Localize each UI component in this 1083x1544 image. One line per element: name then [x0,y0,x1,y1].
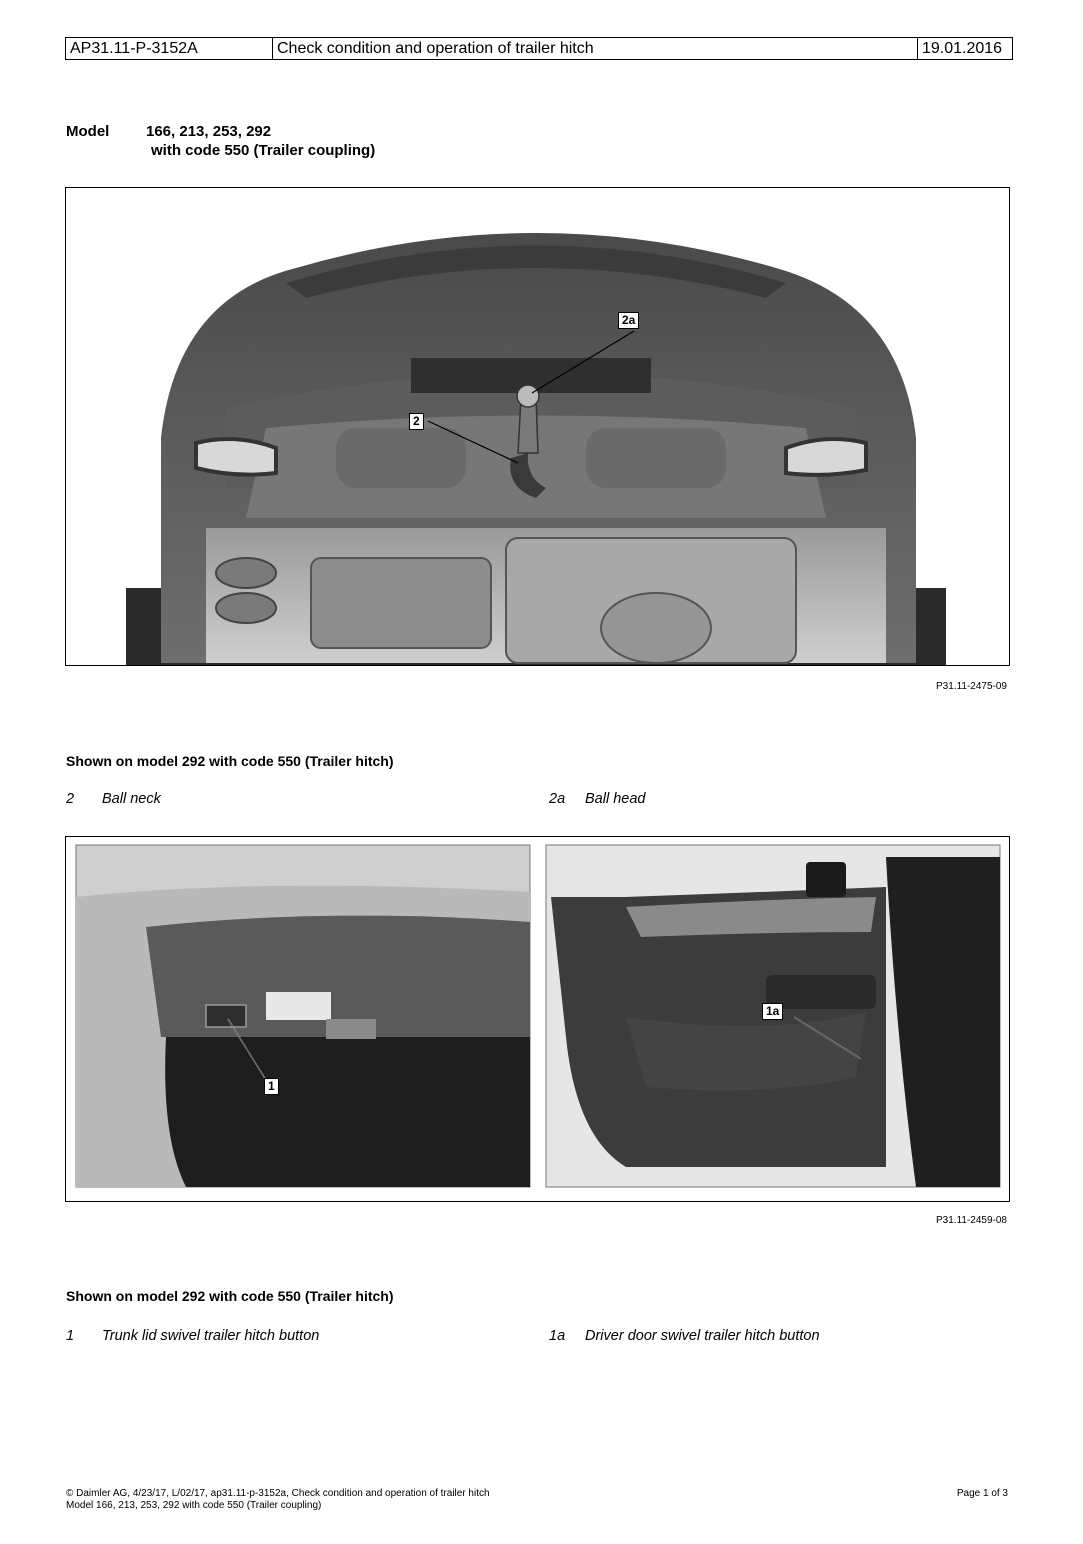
legend-text: Trunk lid swivel trailer hitch button [102,1328,320,1344]
document-header [65,37,1013,60]
callout-trunk-button: 1 [264,1078,279,1095]
model-info [66,121,271,142]
figure-rear-view [65,187,1010,666]
section2-title: Shown on model 292 with code 550 (Trailer hitch) [66,1288,394,1304]
figure1-ref: P31.11-2475-09 [936,681,1007,692]
legend-num: 1a [549,1328,566,1344]
footer-copyright [66,1488,490,1512]
doc-title: Check condition and operation of trailer hitch [273,38,918,60]
footer-line2: Model 166, 213, 253, 292 with code 550 (Trailer coupling) [66,1500,322,1511]
legend-text: Ball neck [102,791,161,807]
figure-buttons [65,836,1010,1202]
page-number: Page 1 of 3 [956,1488,1008,1499]
rear-bumper-illustration [66,188,1009,665]
section1-title: Shown on model 292 with code 550 (Trailer hitch) [66,753,394,769]
legend-text: Ball head [585,791,646,807]
legend-item-ball-neck [66,791,161,807]
model-code: with code 550 (Trailer coupling) [151,142,376,159]
legend-item-door-button [549,1328,820,1344]
legend-text: Driver door swivel trailer hitch button [585,1328,820,1344]
legend-item-trunk-button [66,1328,319,1344]
legend-num: 2a [549,791,566,807]
legend-num: 1 [66,1328,75,1344]
legend-num: 2 [66,791,75,807]
callout-ball-head: 2a [618,312,639,329]
callout-ball-neck: 2 [409,413,424,430]
doc-id: AP31.11-P-3152A [66,38,273,60]
legend-item-ball-head [549,791,645,807]
model-numbers: 166, 213, 253, 292 [146,123,272,140]
footer-line1: © Daimler AG, 4/23/17, L/02/17, ap31.11-p-3152a, Check condition and operation of trailer hitch [66,1488,490,1499]
figure2-ref: P31.11-2459-08 [936,1215,1007,1226]
buttons-illustration [66,837,1009,1201]
callout-door-button: 1a [762,1003,783,1020]
doc-date: 19.01.2016 [918,38,1013,60]
model-label: Model [66,123,110,140]
